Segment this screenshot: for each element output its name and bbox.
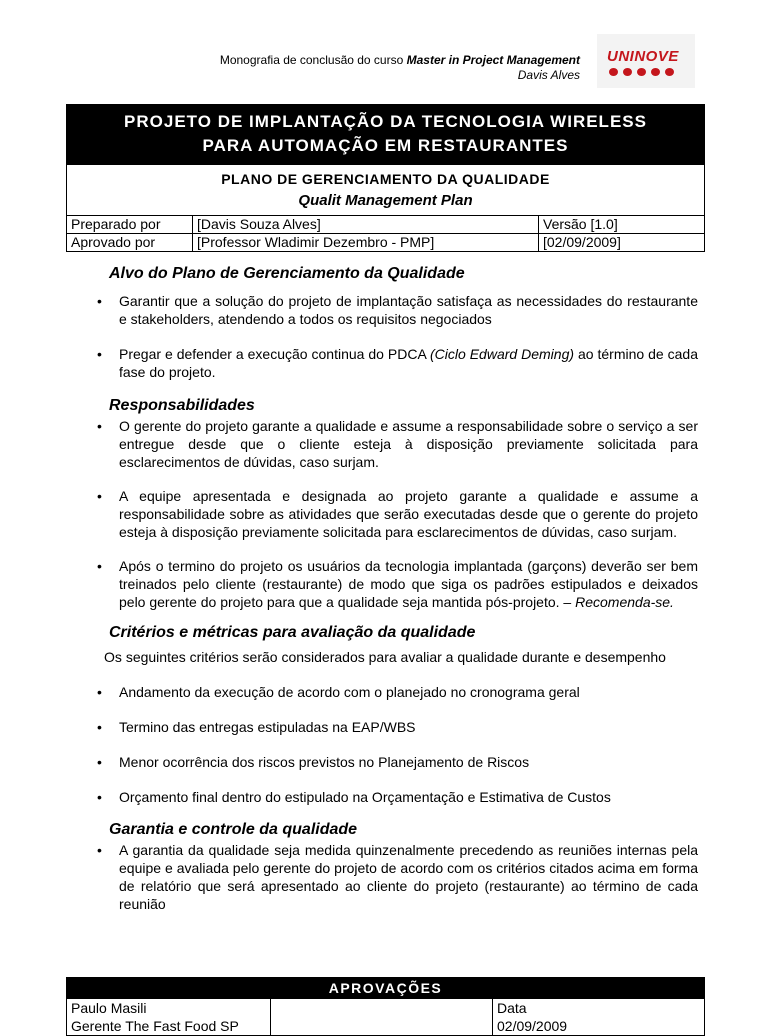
list-item: • Garantir que a solução do projeto de implantação satisfaça as necessidades do restaurante e stakeholders, atendendo a todos os requisitos negociados (72, 292, 698, 328)
approvals-title: APROVAÇÕES (67, 978, 705, 999)
header-course: Master in Project Management (406, 53, 580, 67)
plan-subtitle: Qualit Management Plan (298, 192, 473, 209)
approver-role: Gerente The Fast Food SP (71, 1018, 239, 1034)
list-item: • O gerente do projeto garante a qualidade e assume a responsabilidade sobre o serviço a ser entregue desde que o cliente esteja à disposição previamente solicitada para esclarecimentos de dúvidas, caso surjam. (72, 417, 698, 471)
plan-title: PLANO DE GERENCIAMENTO DA QUALIDADE (221, 171, 550, 187)
criterios-intro: Os seguintes critérios serão considerados para avaliar a qualidade durante e desempenho (104, 649, 666, 665)
approver-name: Paulo Masili (71, 1000, 147, 1016)
alvo-list (72, 292, 698, 381)
prepared-row (67, 216, 705, 234)
logo-dots (609, 68, 674, 76)
header-author: Davis Alves (517, 68, 580, 82)
list-item: • A equipe apresentada e designada ao projeto garante a qualidade e assume a responsabilidade sobre as atividades que serão executadas desde que o gerente do projeto esteja à disposição previamente solicitada para esclarecimentos de dúvidas, caso surjam. (72, 487, 698, 541)
approval-date-cell (493, 999, 705, 1036)
version-value: Versão [1.0] (539, 216, 705, 234)
approvals-table (66, 977, 705, 1036)
responsabilidades-list (72, 417, 698, 611)
approver-cell (67, 999, 271, 1036)
title-table (66, 104, 705, 252)
approved-value: [Professor Wladimir Dezembro - PMP] (193, 234, 539, 252)
project-title-line1: PROJETO DE IMPLANTAÇÃO DA TECNOLOGIA WIRELESS (124, 112, 647, 131)
list-item: • A garantia da qualidade seja medida quinzenalmente precedendo as reuniões internas pela equipe e avaliada pelo gerente do projeto de acordo com os critérios citados acima em forma de relatório que será apresentado ao cliente do projeto (restaurante) ao término de cada reunião (72, 841, 698, 913)
section-title-responsabilidades: Responsabilidades (109, 397, 255, 414)
list-item: • Andamento da execução de acordo com o planejado no cronograma geral (72, 683, 698, 701)
approval-date-value: 02/09/2009 (497, 1018, 568, 1034)
prepared-value: [Davis Souza Alves] (193, 216, 539, 234)
criterios-list (72, 683, 698, 806)
list-item: • Pregar e defender a execução continua do PDCA (Ciclo Edward Deming) ao término de cada fase do projeto. (72, 345, 698, 381)
list-item: • Orçamento final dentro do estipulado na Orçamentação e Estimativa de Custos (72, 788, 698, 806)
list-item: • Termino das entregas estipuladas na EAP/WBS (72, 718, 698, 736)
garantia-list (72, 841, 698, 913)
prepared-label: Preparado por (67, 216, 193, 234)
document-body (72, 263, 698, 913)
logo-text: UNINOVE (607, 48, 679, 65)
list-item: • Após o termino do projeto os usuários da tecnologia implantada (garçons) deverão ser bem treinados pelo cliente (restaurante) de modo que siga os padrões estipulados e deixados pelo gerente do projeto para que a qualidade seja mantida pós-projeto. – Recomenda-se. (72, 557, 698, 611)
section-title-garantia: Garantia e controle da qualidade (109, 821, 358, 838)
project-title (67, 105, 705, 165)
section-title-criterios: Critérios e métricas para avaliação da qualidade (109, 624, 476, 641)
approved-label: Aprovado por (67, 234, 193, 252)
page-header (0, 50, 768, 90)
approval-date-label: Data (497, 1000, 527, 1016)
approved-row (67, 234, 705, 252)
header-text (220, 53, 580, 83)
project-title-line2: PARA AUTOMAÇÃO EM RESTAURANTES (202, 136, 569, 155)
signature-cell (271, 999, 493, 1036)
section-title-alvo: Alvo do Plano de Gerenciamento da Qualidade (109, 265, 465, 282)
uninove-logo (597, 34, 695, 88)
header-line1 (220, 53, 580, 68)
list-item: • Menor ocorrência dos riscos previstos no Planejamento de Riscos (72, 753, 698, 771)
header-prefix: Monografia de conclusão do curso (219, 53, 407, 67)
plan-title-cell (67, 165, 705, 216)
date-value: [02/09/2009] (539, 234, 705, 252)
